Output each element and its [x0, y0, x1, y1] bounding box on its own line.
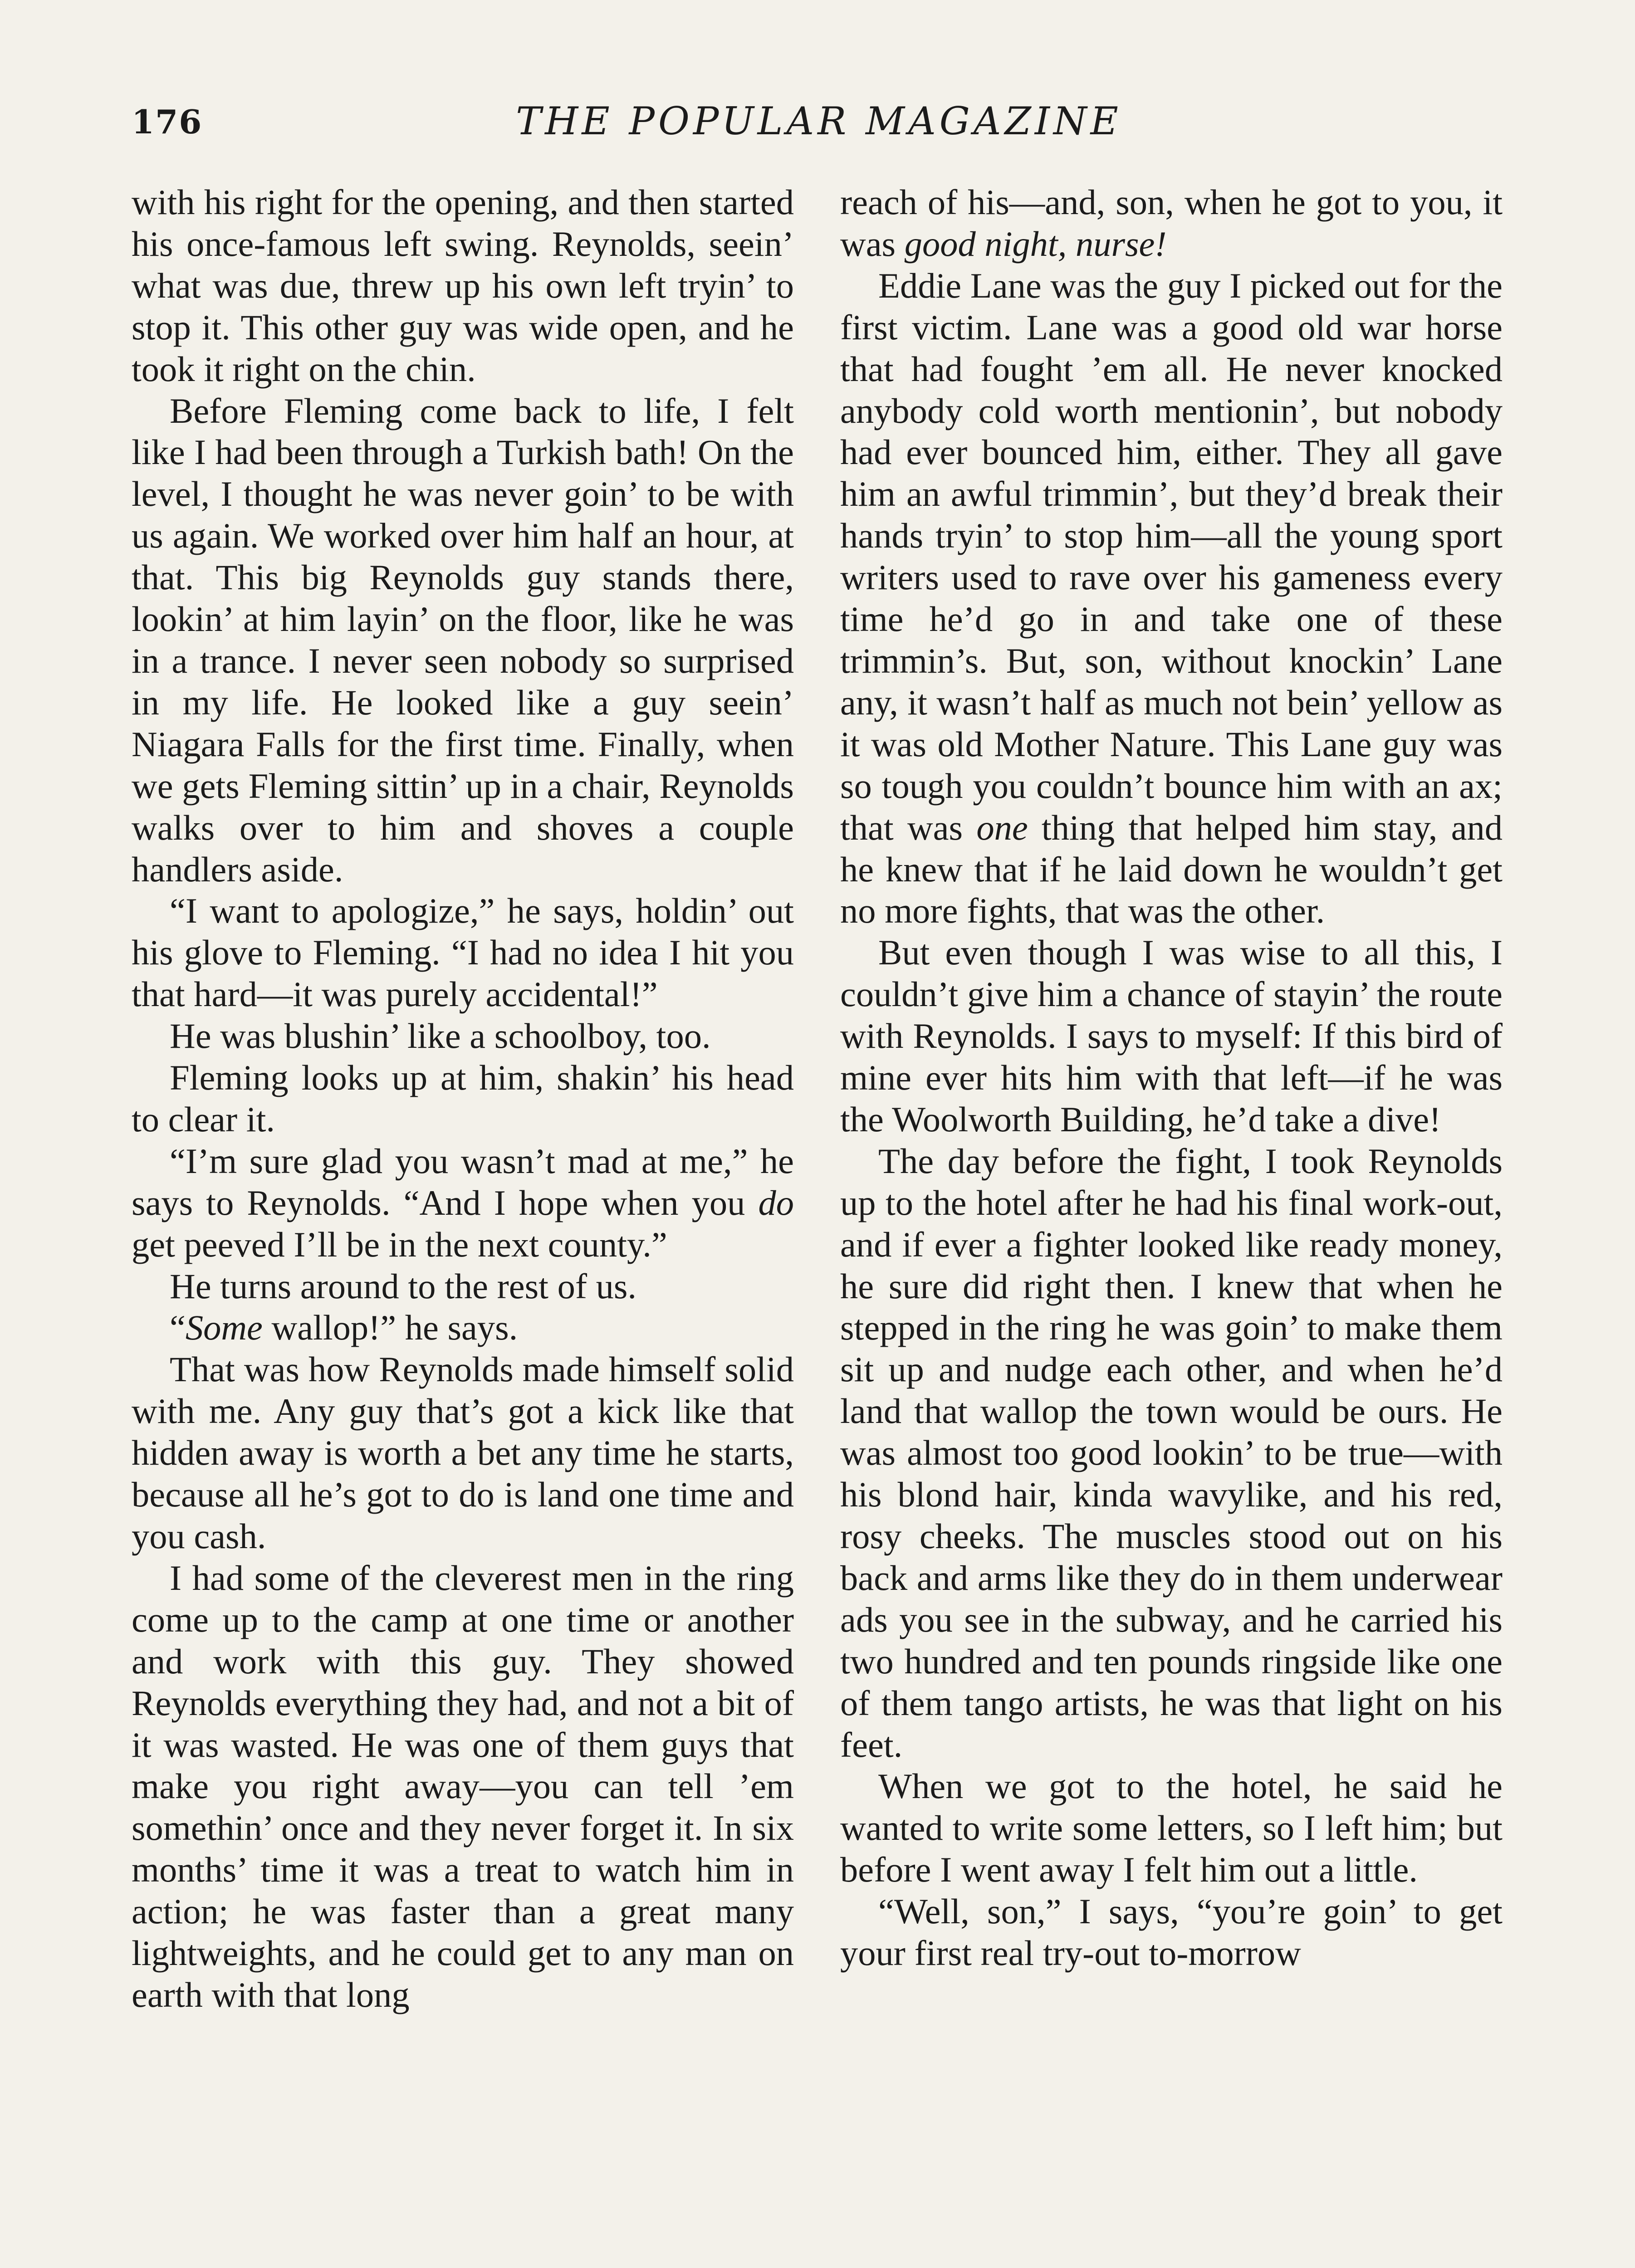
- body-paragraph: “Some wallop!” he says.: [170, 1308, 518, 1348]
- body-paragraph: reach of his—and, son, when he got to you, it was good night, nurse!: [840, 182, 1503, 264]
- body-paragraph: Eddie Lane was the guy I picked out for the first victim. Lane was a good old war horse that had fought ’em all. He never knocked anybody cold worth mentionin’, but nobody had ever bounced him, either. They all gave him an awful trimmin’, but they’d break their hands tryin’ to stop him—all the young sport writers used to rave over his gameness every time he’d go in and take one of these trimmin’s. But, son, without knockin’ Lane any, it wasn’t half as much not bein’ yellow as it was old Mother Nature. This Lane guy was so tough you couldn’t bounce him with an ax; that was one thing that helped him stay, and he knew that if he laid down he wouldn’t get no more fights, that was the other.: [840, 265, 1503, 931]
- body-paragraph: But even though I was wise to all this, I couldn’t give him a chance of stayin’ the route with Reynolds. I says to myself: If this bird of mine ever hits him with that left—if he was the Woolworth Building, he’d take a dive!: [840, 933, 1503, 1139]
- left-text-column: [132, 181, 794, 2016]
- body-paragraph: with his right for the opening, and then started his once-famous left swing. Reynolds, seein’ what was due, threw up his own left tryin’ to stop it. This other guy was wide open, and he took it right on the chin.: [132, 182, 794, 389]
- page-header: [132, 99, 1506, 153]
- body-paragraph: When we got to the hotel, he said he wanted to write some letters, so I left him; but before I went away I felt him out a little.: [840, 1766, 1503, 1890]
- right-text-column: [840, 181, 1503, 1974]
- body-paragraph: That was how Reynolds made himself solid with me. Any guy that’s got a kick like that hidden away is worth a bet any time he starts, because all he’s got to do is land one time and you cash.: [132, 1349, 794, 1556]
- body-paragraph: He turns around to the rest of us.: [170, 1266, 637, 1306]
- body-paragraph: Fleming looks up at him, shakin’ his head to clear it.: [132, 1058, 794, 1139]
- body-paragraph: The day before the fight, I took Reynolds up to the hotel after he had his final work-out, and if ever a fighter looked like ready money, he sure did right then. I knew that when he stepped in the ring he was goin’ to make them sit up and nudge each other, and when he’d land that wallop the town would be ours. He was almost too good lookin’ to be true—with his blond hair, kinda wavylike, and his red, rosy cheeks. The muscles stood out on his back and arms like they do in them underwear ads you see in the subway, and he carried his two hundred and ten pounds ringside like one of them tango artists, he was that light on his feet.: [840, 1141, 1503, 1765]
- body-paragraph: “I want to apologize,” he says, holdin’ out his glove to Fleming. “I had no idea I hit you that hard—it was purely accidental!”: [132, 891, 794, 1014]
- running-title: THE POPULAR MAGAZINE: [516, 99, 1122, 143]
- body-paragraph: He was blushin’ like a schoolboy, too.: [170, 1016, 711, 1056]
- body-paragraph: Before Fleming come back to life, I felt like I had been through a Turkish bath! On the level, I thought he was never goin’ to be with us again. We worked over him half an hour, at that. This big Reynolds guy stands there, lookin’ at him layin’ on the floor, like he was in a trance. I never seen nobody so surprised in my life. He looked like a guy seein’ Niagara Falls for the first time. Finally, when we gets Fleming sittin’ up in a chair, Reynolds walks over to him and shoves a couple handlers aside.: [132, 391, 794, 889]
- body-paragraph: I had some of the cleverest men in the ring come up to the camp at one time or another and work with this guy. They showed Reynolds everything they had, and not a bit of it was wasted. He was one of them guys that make you right away—you can tell ’em somethin’ once and they never forget it. In six months’ time it was a treat to watch him in action; he was faster than a great many lightweights, and he could get to any man on earth with that long: [132, 1558, 794, 2014]
- body-paragraph: “Well, son,” I says, “you’re goin’ to get your first real try-out to-morrow: [840, 1892, 1503, 1973]
- body-paragraph: “I’m sure glad you wasn’t mad at me,” he says to Reynolds. “And I hope when you do get peeved I’ll be in the next county.”: [132, 1141, 794, 1264]
- page-number: 176: [132, 103, 203, 141]
